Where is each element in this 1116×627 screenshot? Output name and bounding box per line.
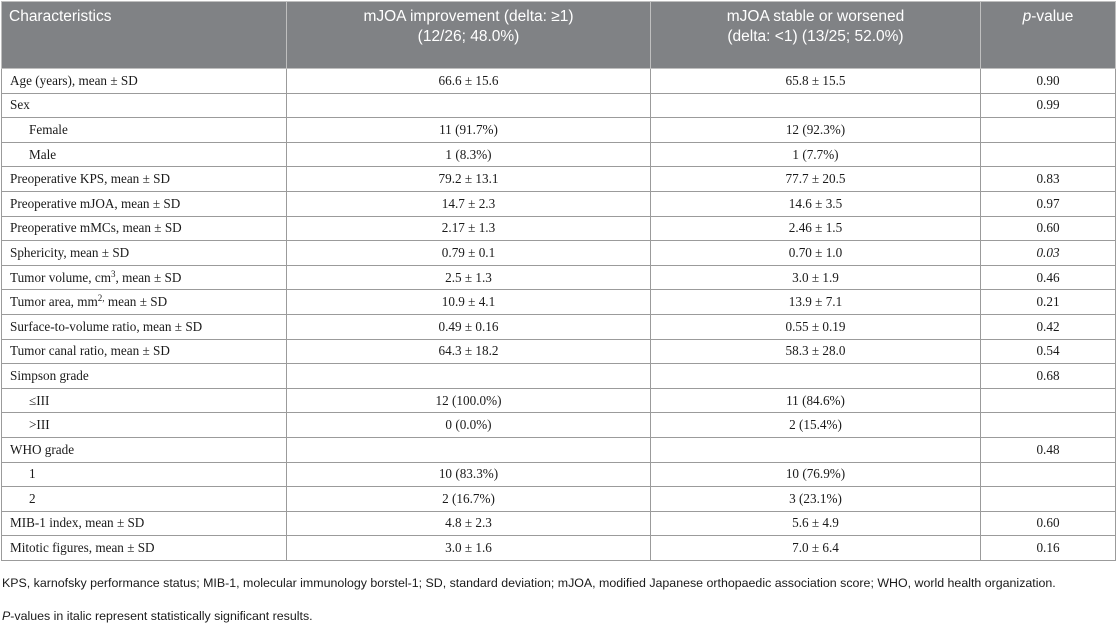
- row-label: Female: [2, 118, 287, 143]
- row-label: >III: [2, 413, 287, 438]
- header-characteristics: Characteristics: [2, 2, 287, 69]
- p-value: 0.99: [981, 93, 1116, 118]
- table-row: [2, 118, 1116, 143]
- header-p-italic: p: [1022, 8, 1032, 25]
- row-label: ≤III: [2, 388, 287, 413]
- p-value: 0.21: [981, 290, 1116, 315]
- label-superscript: 3: [111, 268, 116, 279]
- improved-value: 11 (91.7%): [287, 118, 651, 143]
- p-value: 0.68: [981, 364, 1116, 389]
- row-label: 2: [2, 487, 287, 512]
- p-value: [981, 142, 1116, 167]
- improved-value: 2.17 ± 1.3: [287, 216, 651, 241]
- stable-value: 10 (76.9%): [651, 462, 981, 487]
- table-row: [2, 265, 1116, 290]
- table-row: [2, 364, 1116, 389]
- row-label: WHO grade: [2, 437, 287, 462]
- improved-value: [287, 437, 651, 462]
- header-stable-line2: (delta: <1) (13/25; 52.0%): [727, 28, 904, 45]
- row-label: Preoperative mJOA, mean ± SD: [2, 191, 287, 216]
- row-label: [2, 265, 287, 290]
- stable-value: 0.70 ± 1.0: [651, 241, 981, 266]
- row-label: Male: [2, 142, 287, 167]
- p-value: 0.97: [981, 191, 1116, 216]
- stable-value: [651, 437, 981, 462]
- table-row: [2, 511, 1116, 536]
- table-row: [2, 462, 1116, 487]
- improved-value: 14.7 ± 2.3: [287, 191, 651, 216]
- improved-value: 10.9 ± 4.1: [287, 290, 651, 315]
- row-label: Mitotic figures, mean ± SD: [2, 536, 287, 561]
- stable-value: 77.7 ± 20.5: [651, 167, 981, 192]
- p-value: 0.60: [981, 511, 1116, 536]
- header-mjoa-stable: [651, 2, 981, 69]
- p-value: [981, 388, 1116, 413]
- stable-value: 2 (15.4%): [651, 413, 981, 438]
- improved-value: 0 (0.0%): [287, 413, 651, 438]
- table-row: [2, 339, 1116, 364]
- footnote-abbreviations: KPS, karnofsky performance status; MIB-1, molecular immunology borstel-1; SD, standard deviation; mJOA, modified Japanese orthopaedic association score; WHO, world health organization.: [2, 576, 1056, 590]
- improved-value: 2.5 ± 1.3: [287, 265, 651, 290]
- table-row: [2, 191, 1116, 216]
- stable-value: [651, 93, 981, 118]
- stable-value: 58.3 ± 28.0: [651, 339, 981, 364]
- improved-value: 4.8 ± 2.3: [287, 511, 651, 536]
- table-row: [2, 93, 1116, 118]
- stable-value: 14.6 ± 3.5: [651, 191, 981, 216]
- p-value: [981, 487, 1116, 512]
- p-value: 0.16: [981, 536, 1116, 561]
- improved-value: 0.79 ± 0.1: [287, 241, 651, 266]
- improved-value: 2 (16.7%): [287, 487, 651, 512]
- table-row: [2, 413, 1116, 438]
- row-label: Surface-to-volume ratio, mean ± SD: [2, 314, 287, 339]
- header-improvement-line2: (12/26; 48.0%): [417, 28, 520, 45]
- row-label: 1: [2, 462, 287, 487]
- footnote-p-italic: P: [2, 609, 11, 623]
- characteristics-table: [1, 1, 1116, 561]
- table-row: [2, 487, 1116, 512]
- row-label: MIB-1 index, mean ± SD: [2, 511, 287, 536]
- row-label: Preoperative KPS, mean ± SD: [2, 167, 287, 192]
- label-pre: Tumor volume, cm: [10, 269, 111, 285]
- p-value: [981, 118, 1116, 143]
- table-row: [2, 314, 1116, 339]
- label-superscript: 2,: [97, 293, 105, 304]
- p-value: 0.60: [981, 216, 1116, 241]
- improved-value: 12 (100.0%): [287, 388, 651, 413]
- improved-value: 64.3 ± 18.2: [287, 339, 651, 364]
- p-value: 0.48: [981, 437, 1116, 462]
- improved-value: 66.6 ± 15.6: [287, 69, 651, 94]
- improved-value: 79.2 ± 13.1: [287, 167, 651, 192]
- header-p-rest: -value: [1031, 8, 1074, 25]
- row-label: Preoperative mMCs, mean ± SD: [2, 216, 287, 241]
- stable-value: 65.8 ± 15.5: [651, 69, 981, 94]
- improved-value: [287, 93, 651, 118]
- header-stable-line1: mJOA stable or worsened: [726, 8, 905, 25]
- improved-value: 0.49 ± 0.16: [287, 314, 651, 339]
- table-row: [2, 69, 1116, 94]
- stable-value: [651, 364, 981, 389]
- stable-value: 11 (84.6%): [651, 388, 981, 413]
- p-value: 0.46: [981, 265, 1116, 290]
- table-row: [2, 167, 1116, 192]
- footnote-note-rest: -values in italic represent statistically significant results.: [10, 609, 313, 623]
- table-row: [2, 536, 1116, 561]
- stable-value: 2.46 ± 1.5: [651, 216, 981, 241]
- p-value: [981, 462, 1116, 487]
- improved-value: 3.0 ± 1.6: [287, 536, 651, 561]
- table-row: [2, 216, 1116, 241]
- label-post: mean ± SD: [104, 294, 168, 310]
- improved-value: 1 (8.3%): [287, 142, 651, 167]
- table-row: [2, 142, 1116, 167]
- stable-value: 0.55 ± 0.19: [651, 314, 981, 339]
- row-label: Sex: [2, 93, 287, 118]
- stable-value: 12 (92.3%): [651, 118, 981, 143]
- p-value: 0.54: [981, 339, 1116, 364]
- header-mjoa-improvement: [287, 2, 651, 69]
- p-value-significant: 0.03: [981, 241, 1116, 266]
- stable-value: 7.0 ± 6.4: [651, 536, 981, 561]
- header-improvement-line1: mJOA improvement (delta: ≥1): [363, 8, 574, 25]
- p-value: [981, 413, 1116, 438]
- stable-value: 3 (23.1%): [651, 487, 981, 512]
- row-label: Simpson grade: [2, 364, 287, 389]
- row-label: Sphericity, mean ± SD: [2, 241, 287, 266]
- p-value: 0.83: [981, 167, 1116, 192]
- stable-value: 3.0 ± 1.9: [651, 265, 981, 290]
- stable-value: 5.6 ± 4.9: [651, 511, 981, 536]
- stable-value: 1 (7.7%): [651, 142, 981, 167]
- table-row: [2, 388, 1116, 413]
- header-p-value: [981, 2, 1116, 69]
- footnote-italic-note: [2, 608, 1107, 624]
- table-row: [2, 290, 1116, 315]
- label-post: , mean ± SD: [115, 269, 182, 285]
- p-value: 0.90: [981, 69, 1116, 94]
- table-row: [2, 241, 1116, 266]
- stable-value: 13.9 ± 7.1: [651, 290, 981, 315]
- row-label: [2, 290, 287, 315]
- label-pre: Tumor area, mm: [10, 294, 98, 310]
- p-value: 0.42: [981, 314, 1116, 339]
- row-label: Tumor canal ratio, mean ± SD: [2, 339, 287, 364]
- improved-value: 10 (83.3%): [287, 462, 651, 487]
- header-row: [2, 2, 1116, 69]
- table-row: [2, 437, 1116, 462]
- row-label: Age (years), mean ± SD: [2, 69, 287, 94]
- improved-value: [287, 364, 651, 389]
